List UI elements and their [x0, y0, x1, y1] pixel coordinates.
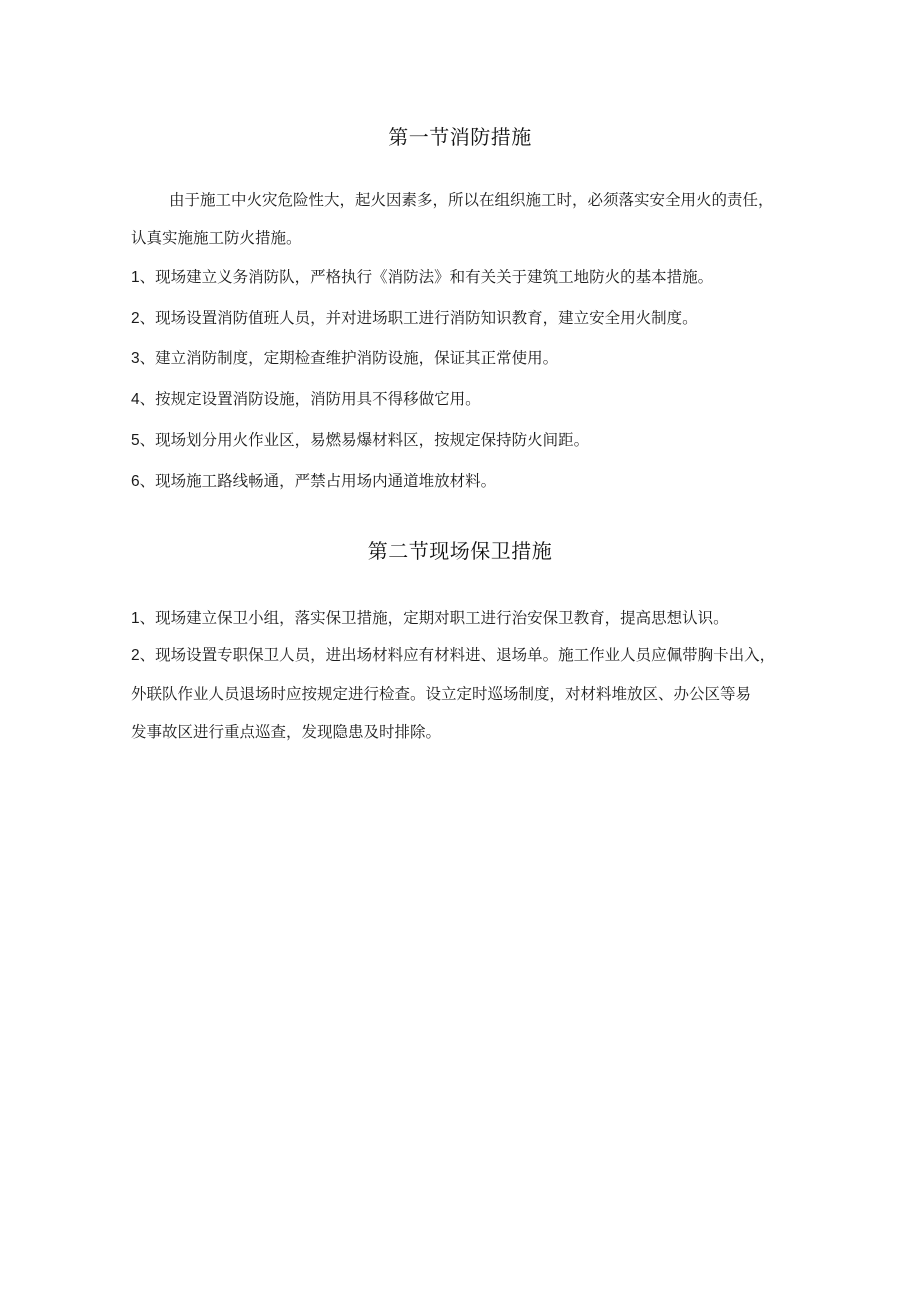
intro-paragraph [131, 181, 821, 257]
item-text: 、按规定设置消防设施，消防用具不得移做它用。 [139, 390, 481, 408]
list-item [131, 380, 821, 419]
section-title-fire-prevention: 第一节消防措施 [388, 125, 532, 149]
section-title-security: 第二节现场保卫措施 [367, 539, 553, 563]
item-line-2: 外联队作业人员退场时应按规定进行检查。设立定时巡场制度，对材料堆放区、办公区等易 [131, 685, 752, 703]
item-text: 、建立消防制度，定期检查维护消防设施，保证其正常使用。 [139, 349, 559, 367]
item-text: 、现场施工路线畅通，严禁占用场内通道堆放材料。 [139, 472, 497, 490]
intro-line-1: 由于施工中火灾危险性大，起火因素多，所以在组织施工时，必须落实安全用火的责任， [169, 191, 774, 209]
item-number: 4 [131, 391, 140, 408]
item-text: 、现场划分用火作业区，易燃易爆材料区，按规定保持防火间距。 [139, 431, 590, 449]
item-line-3: 发事故区进行重点巡查，发现隐患及时排除。 [131, 723, 442, 741]
item-text: 、现场建立义务消防队，严格执行《消防法》和有关关于建筑工地防火的基本措施。 [139, 268, 714, 286]
item-number: 3 [131, 350, 140, 367]
list-item [131, 421, 821, 460]
item-number: 5 [131, 432, 140, 449]
item-text: 、现场设置消防值班人员，并对进场职工进行消防知识教育，建立安全用火制度。 [139, 309, 698, 327]
list-item [131, 299, 821, 338]
item-number: 6 [131, 473, 140, 490]
item-number: 2 [131, 310, 140, 327]
item-number: 1 [131, 610, 140, 627]
list-item [131, 462, 821, 501]
list-item [131, 636, 821, 751]
list-item [131, 339, 821, 378]
item-text: 、现场建立保卫小组，落实保卫措施，定期对职工进行治安保卫教育，提高思想认识。 [139, 609, 729, 627]
item-text: 、现场设置专职保卫人员，进出场材料应有材料进、退场单。施工作业人员应佩带胸卡出入， [139, 646, 776, 664]
item-number: 2 [131, 647, 140, 664]
item-number: 1 [131, 269, 140, 286]
list-item [131, 258, 821, 297]
list-item [131, 599, 821, 638]
intro-line-2: 认真实施施工防火措施。 [131, 229, 302, 247]
item-line-1 [131, 636, 821, 675]
